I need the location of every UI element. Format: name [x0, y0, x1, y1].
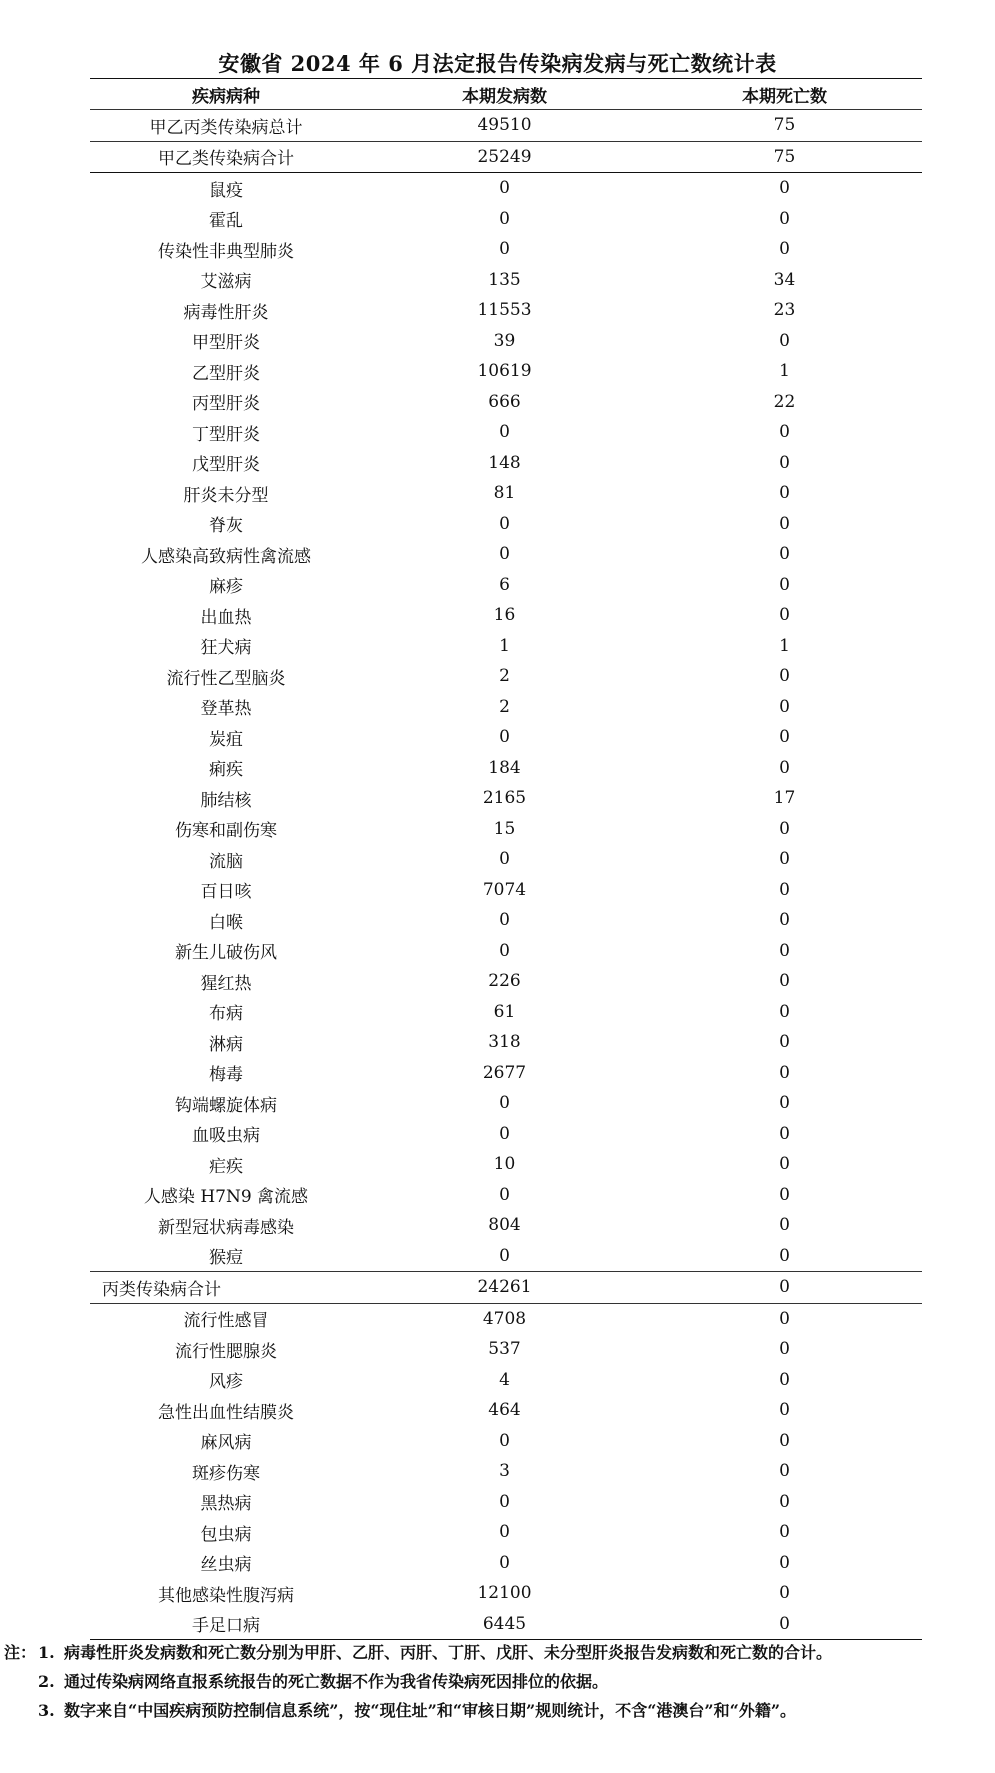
footnote-2: 2. 通过传染病网络直报系统报告的死亡数据不作为我省传染病死因排位的依据。 — [38, 1672, 609, 1691]
case-count: 0 — [499, 910, 510, 931]
case-count: 0 — [499, 727, 510, 748]
table-row — [90, 1241, 922, 1272]
death-count: 0 — [779, 574, 790, 595]
disease-name: 流行性腮腺炎 — [175, 1341, 277, 1362]
case-count: 0 — [499, 849, 510, 870]
group-ab-section — [90, 173, 922, 1271]
case-count: 0 — [499, 1245, 510, 1266]
case-count: 464 — [488, 1400, 521, 1421]
table-row — [90, 1487, 922, 1518]
table-title: 安徽省 2024 年 6 月法定报告传染病发病与死亡数统计表 — [218, 51, 777, 76]
case-count: 318 — [488, 1032, 521, 1053]
case-count: 0 — [499, 1552, 510, 1573]
disease-name: 流脑 — [209, 851, 243, 872]
case-count: 0 — [499, 1522, 510, 1543]
table-row — [90, 1426, 922, 1457]
table-row — [90, 692, 922, 723]
disease-name: 乙型肝炎 — [192, 363, 260, 384]
case-count: 12100 — [477, 1583, 532, 1604]
table-row — [90, 1578, 922, 1609]
disease-name: 出血热 — [200, 607, 252, 628]
disease-name: 炭疽 — [209, 729, 243, 750]
disease-name: 丙型肝炎 — [192, 394, 260, 415]
case-count: 6 — [499, 574, 510, 595]
disease-name: 麻疹 — [209, 577, 243, 598]
death-count: 0 — [779, 1583, 790, 1604]
disease-name: 病毒性肝炎 — [183, 302, 269, 323]
death-count: 0 — [779, 757, 790, 778]
case-count: 16 — [493, 605, 516, 626]
death-count: 22 — [773, 391, 796, 412]
death-count: 0 — [779, 910, 790, 931]
death-count: 0 — [779, 696, 790, 717]
table-row — [90, 509, 922, 540]
disease-name: 霍乱 — [209, 211, 243, 232]
death-count: 0 — [779, 1184, 790, 1205]
disease-name: 脊灰 — [209, 516, 243, 537]
death-count: 0 — [779, 1491, 790, 1512]
death-count: 0 — [779, 879, 790, 900]
case-count: 148 — [488, 452, 521, 473]
disease-name: 风疹 — [209, 1372, 243, 1393]
footnotes — [4, 1638, 832, 1725]
table-row — [90, 234, 922, 265]
death-count: 0 — [779, 1430, 790, 1451]
table-row — [90, 539, 922, 570]
disease-name: 百日咳 — [200, 882, 252, 903]
disease-name: 人感染高致病性禽流感 — [141, 546, 311, 567]
death-count: 0 — [779, 513, 790, 534]
table-row — [90, 966, 922, 997]
table-row — [90, 783, 922, 814]
case-count: 39 — [493, 330, 516, 351]
table-row — [90, 997, 922, 1028]
disease-name: 包虫病 — [200, 1524, 252, 1545]
death-count: 23 — [773, 300, 796, 321]
death-count: 34 — [773, 269, 796, 290]
death-count: 0 — [779, 1245, 790, 1266]
case-count: 0 — [499, 513, 510, 534]
case-count: 0 — [499, 178, 510, 199]
disease-name: 血吸虫病 — [192, 1126, 260, 1147]
death-count: 0 — [779, 1522, 790, 1543]
footnote-1: 注： 1. 病毒性肝炎发病数和死亡数分别为甲肝、乙肝、丙肝、丁肝、戊肝、未分型肝炎报告发病数和死亡数的合计。 — [4, 1638, 832, 1667]
death-count: 0 — [779, 208, 790, 229]
disease-name: 手足口病 — [192, 1616, 260, 1637]
death-count: 0 — [779, 1400, 790, 1421]
case-count: 1 — [499, 635, 510, 656]
table-row — [90, 1334, 922, 1365]
case-count: 0 — [499, 1491, 510, 1512]
case-count: 10619 — [477, 361, 532, 382]
header-deaths: 本期死亡数 — [742, 86, 827, 107]
disease-name: 传染性非典型肺炎 — [158, 241, 294, 262]
disease-name: 疟疾 — [209, 1156, 243, 1177]
death-count: 0 — [779, 605, 790, 626]
disease-name: 斑疹伤寒 — [192, 1463, 260, 1484]
disease-name: 流行性感冒 — [183, 1311, 269, 1332]
case-count: 4708 — [482, 1308, 527, 1329]
case-count: 0 — [499, 422, 510, 443]
table-row — [90, 570, 922, 601]
table-row — [90, 1609, 922, 1640]
table-row — [90, 631, 922, 662]
table-row — [90, 478, 922, 509]
table-row — [90, 1517, 922, 1548]
table-row — [90, 387, 922, 418]
case-count: 0 — [499, 940, 510, 961]
death-count: 0 — [779, 330, 790, 351]
table-row — [90, 936, 922, 967]
table-row — [90, 1395, 922, 1426]
case-count: 7074 — [482, 879, 527, 900]
death-count: 0 — [779, 239, 790, 260]
case-count: 6445 — [482, 1613, 527, 1634]
disease-name: 白喉 — [209, 912, 243, 933]
death-count: 0 — [779, 666, 790, 687]
death-count: 0 — [779, 1339, 790, 1360]
case-count: 81 — [493, 483, 516, 504]
table-row — [90, 875, 922, 906]
death-count: 75 — [773, 146, 796, 167]
disease-name: 新型冠状病毒感染 — [158, 1217, 294, 1238]
case-count: 3 — [499, 1461, 510, 1482]
death-count: 0 — [779, 1154, 790, 1175]
table-row — [90, 1058, 922, 1089]
total-row — [90, 110, 922, 141]
disease-name: 痢疾 — [209, 760, 243, 781]
death-count: 0 — [779, 1308, 790, 1329]
disease-name: 甲乙类传染病合计 — [158, 149, 294, 170]
disease-name: 其他感染性腹泻病 — [158, 1585, 294, 1606]
death-count: 0 — [779, 1552, 790, 1573]
table-row — [90, 204, 922, 235]
table-row — [90, 1304, 922, 1335]
disease-name: 新生儿破伤风 — [175, 943, 277, 964]
table-row — [90, 1119, 922, 1150]
table-row — [90, 1180, 922, 1211]
disease-name: 猩红热 — [200, 973, 252, 994]
table-row — [90, 814, 922, 845]
table-row — [90, 600, 922, 631]
death-count: 0 — [779, 452, 790, 473]
table-row — [90, 356, 922, 387]
disease-name: 人感染 H7N9 禽流感 — [143, 1187, 309, 1208]
death-count: 0 — [779, 1001, 790, 1022]
case-count: 4 — [499, 1369, 510, 1390]
case-count: 135 — [488, 269, 521, 290]
disease-name: 甲型肝炎 — [192, 333, 260, 354]
disease-name: 肺结核 — [200, 790, 252, 811]
table-row — [90, 1548, 922, 1579]
case-count: 11553 — [477, 300, 532, 321]
table-row — [90, 295, 922, 326]
table-row — [90, 722, 922, 753]
table-row — [90, 448, 922, 479]
table-row — [90, 1149, 922, 1180]
disease-name: 梅毒 — [209, 1065, 243, 1086]
case-count: 0 — [499, 208, 510, 229]
header-cases: 本期发病数 — [462, 86, 547, 107]
death-count: 0 — [779, 1215, 790, 1236]
table-row — [90, 265, 922, 296]
disease-name: 丁型肝炎 — [192, 424, 260, 445]
header-row — [90, 79, 922, 109]
death-count: 0 — [779, 1613, 790, 1634]
table-row — [90, 1456, 922, 1487]
disease-name: 鼠疫 — [209, 180, 243, 201]
case-count: 2677 — [482, 1062, 527, 1083]
table-row — [90, 661, 922, 692]
disease-name: 流行性乙型脑炎 — [166, 668, 286, 689]
header-disease: 疾病病种 — [192, 86, 260, 107]
disease-name: 丝虫病 — [200, 1555, 252, 1576]
death-count: 0 — [779, 1062, 790, 1083]
death-count: 0 — [779, 849, 790, 870]
case-count: 0 — [499, 239, 510, 260]
death-count: 1 — [779, 361, 790, 382]
case-count: 10 — [493, 1154, 516, 1175]
death-count: 75 — [773, 115, 796, 136]
disease-name: 伤寒和副伤寒 — [175, 821, 277, 842]
total-row — [90, 142, 922, 173]
case-count: 2 — [499, 666, 510, 687]
death-count: 0 — [779, 544, 790, 565]
case-count: 537 — [488, 1339, 521, 1360]
death-count: 0 — [779, 1123, 790, 1144]
case-count: 24261 — [477, 1277, 532, 1298]
table-row — [90, 417, 922, 448]
death-count: 0 — [779, 178, 790, 199]
table-row — [90, 905, 922, 936]
disease-name: 布病 — [209, 1004, 243, 1025]
disease-name: 黑热病 — [200, 1494, 252, 1515]
case-count: 0 — [499, 1430, 510, 1451]
table-row — [90, 1210, 922, 1241]
death-count: 0 — [779, 1369, 790, 1390]
disease-name: 艾滋病 — [200, 272, 252, 293]
disease-name: 钩端螺旋体病 — [175, 1095, 277, 1116]
death-count: 0 — [779, 483, 790, 504]
death-count: 0 — [779, 1032, 790, 1053]
disease-name: 甲乙丙类传染病总计 — [149, 117, 303, 138]
death-count: 0 — [779, 1277, 790, 1298]
table-row — [90, 1088, 922, 1119]
death-count: 17 — [773, 788, 796, 809]
case-count: 49510 — [477, 115, 532, 136]
disease-name: 淋病 — [209, 1034, 243, 1055]
death-count: 0 — [779, 971, 790, 992]
death-count: 0 — [779, 1461, 790, 1482]
death-count: 0 — [779, 422, 790, 443]
death-count: 1 — [779, 635, 790, 656]
table-row — [90, 326, 922, 357]
table-row — [90, 844, 922, 875]
case-count: 804 — [488, 1215, 521, 1236]
case-count: 226 — [488, 971, 521, 992]
table-row — [90, 1027, 922, 1058]
totals-section — [90, 110, 922, 172]
disease-name: 猴痘 — [209, 1248, 243, 1269]
death-count: 0 — [779, 818, 790, 839]
death-count: 0 — [779, 940, 790, 961]
death-count: 0 — [779, 727, 790, 748]
disease-name: 狂犬病 — [200, 638, 252, 659]
footnote-3: 3. 数字来自“中国疾病预防控制信息系统”，按“现住址”和“审核日期”规则统计，不含“港澳台”和“外籍”。 — [38, 1701, 797, 1720]
case-count: 184 — [488, 757, 521, 778]
case-count: 0 — [499, 544, 510, 565]
case-count: 0 — [499, 1093, 510, 1114]
death-count: 0 — [779, 1093, 790, 1114]
table-row — [90, 753, 922, 784]
case-count: 15 — [493, 818, 516, 839]
disease-name: 登革热 — [200, 699, 252, 720]
statistics-table — [90, 78, 922, 1640]
table-row — [90, 173, 922, 204]
case-count: 0 — [499, 1123, 510, 1144]
case-count: 0 — [499, 1184, 510, 1205]
disease-name: 麻风病 — [200, 1433, 252, 1454]
case-count: 2 — [499, 696, 510, 717]
note-prefix: 注： — [4, 1643, 37, 1662]
table-row — [90, 1365, 922, 1396]
case-count: 61 — [493, 1001, 516, 1022]
group-c-section — [90, 1304, 922, 1640]
disease-name: 戊型肝炎 — [192, 455, 260, 476]
subtotal-c-row — [90, 1272, 922, 1303]
case-count: 25249 — [477, 146, 532, 167]
disease-name: 丙类传染病合计 — [102, 1279, 221, 1300]
case-count: 2165 — [482, 788, 527, 809]
case-count: 666 — [488, 391, 521, 412]
disease-name: 急性出血性结膜炎 — [158, 1402, 294, 1423]
disease-name: 肝炎未分型 — [183, 485, 269, 506]
